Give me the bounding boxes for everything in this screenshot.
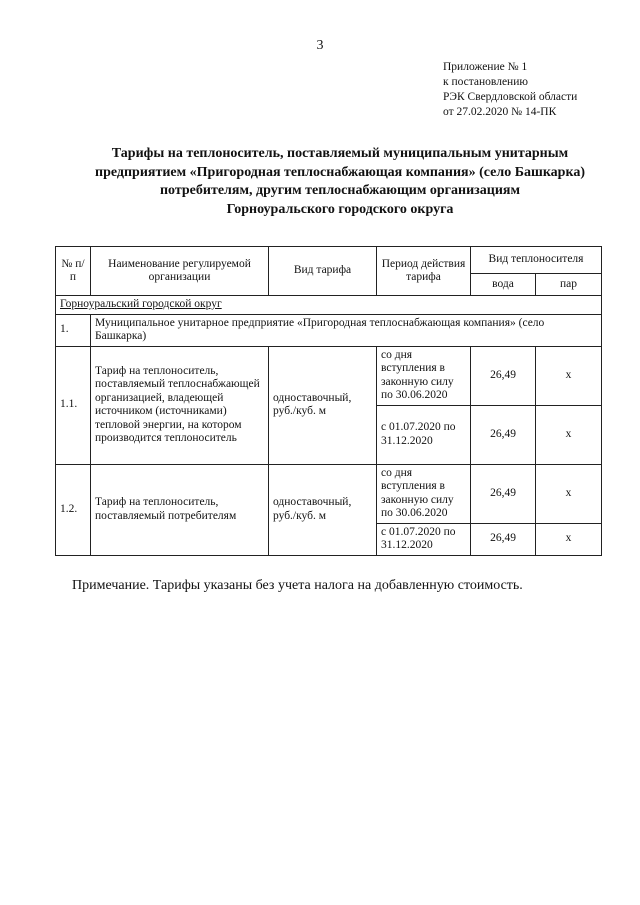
row-period: со дня вступления в законную силу по 30.06.2020 [377,346,471,405]
header-num: № п/п [56,247,91,296]
note: Примечание. Тарифы указаны без учета налога на добавленную стоимость. [72,578,523,593]
header-water: вода [471,273,536,295]
row-steam-value: x [536,346,602,405]
header-period: Период действия тарифа [377,247,471,296]
appendix-reference [443,60,577,120]
table-row [56,464,602,523]
row-num: 1.1. [56,346,91,464]
tariff-table [55,246,602,556]
org-name: Муниципальное унитарное предприятие «Пригородная теплоснабжающая компания» (село Башкарка) [91,314,602,346]
row-steam-value: x [536,523,602,555]
title-line: Горноуральского городского округа [226,201,454,217]
header-steam: пар [536,273,602,295]
row-steam-value: x [536,464,602,523]
header-carrier: Вид теплоносителя [471,247,602,274]
row-period: с 01.07.2020 по 31.12.2020 [377,405,471,464]
row-period: с 01.07.2020 по 31.12.2020 [377,523,471,555]
row-water-value: 26,49 [471,523,536,555]
header-tariff-type: Вид тарифа [269,247,377,296]
org-row [56,314,602,346]
page-number: 3 [316,38,324,53]
row-num: 1.2. [56,464,91,555]
table-row [56,346,602,405]
row-tariff-type: одноставочный, руб./куб. м [269,346,377,464]
document-title [60,145,620,219]
row-period: со дня вступления в законную силу по 30.06.2020 [377,464,471,523]
appendix-line: от 27.02.2020 № 14-ПК [443,106,557,118]
appendix-line: к постановлению [443,76,528,88]
row-description: Тариф на теплоноситель, поставляемый теплоснабжающей организацией, владеющей источником (источниками) тепловой энергии, на котором производится теплоноситель [91,346,269,464]
row-tariff-type: одноставочный, руб./куб. м [269,464,377,555]
row-water-value: 26,49 [471,464,536,523]
table-header-row [56,247,602,274]
title-line: предприятием «Пригородная теплоснабжающая компания» (село Башкарка) [95,164,585,180]
header-org: Наименование регулируемой организации [91,247,269,296]
org-num: 1. [56,314,91,346]
row-description: Тариф на теплоноситель, поставляемый потребителям [91,464,269,555]
title-line: потребителям, другим теплоснабжающим организациям [159,183,521,198]
title-line: Тарифы на теплоноситель, поставляемый муниципальным унитарным [111,146,569,161]
section-title: Горноуральский городской округ [56,296,602,315]
appendix-line: РЭК Свердловской области [443,91,578,103]
row-steam-value: x [536,405,602,464]
appendix-line: Приложение № 1 [443,61,528,73]
row-water-value: 26,49 [471,346,536,405]
row-water-value: 26,49 [471,405,536,464]
section-row [56,296,602,315]
